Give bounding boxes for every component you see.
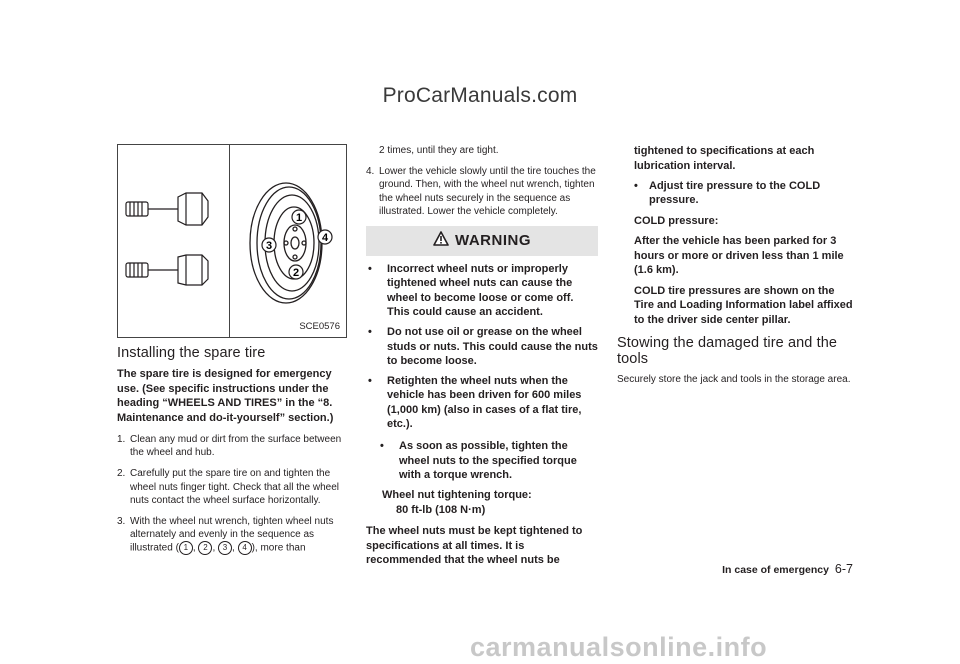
cold-pressure-heading: COLD pressure:: [634, 214, 719, 227]
step-text: Carefully put the spare tire on and tighten the wheel nuts finger tight. Check that all the wheel nuts contact the wheel surface horizontally.: [130, 468, 340, 506]
torque-bullet-text: As soon as possible, tighten the wheel nuts to the specified torque with a torque wrench.: [399, 440, 577, 481]
stowing-text: Securely store the jack and tools in the storage area.: [617, 374, 851, 386]
warning-bullet-text: Incorrect wheel nuts or improperly tightened wheel nuts can cause the wheel to become loose or come off. This could cause an accident.: [387, 263, 574, 318]
cold-label-text: COLD tire pressures are shown on the Tire and Loading Information label affixed to the driver side center pillar.: [634, 284, 853, 326]
wheel-bolt-graphic-upper: [126, 193, 208, 225]
inline-callout-2: 2: [198, 541, 212, 555]
page-number: 6-7: [834, 562, 853, 576]
warning-bullet-text: Do not use oil or grease on the wheel studs or nuts. This could cause the nuts to become loose.: [387, 326, 598, 367]
warning-body: [366, 256, 598, 431]
intro-paragraph: The spare tire is designed for emergency use. (See specific instructions under the heading “WHEELS AND TIRES” in the “8. Maintenance and do-it-yourself” section.): [117, 368, 334, 424]
wheel-nut-figure: [117, 144, 347, 338]
bullet-marker: •: [368, 326, 372, 339]
warning-bullet: [366, 374, 598, 431]
step-number: 2.: [117, 468, 126, 480]
step-number: 4.: [366, 166, 375, 178]
callout-3: 3: [265, 240, 273, 252]
tire-graphic: [250, 183, 322, 303]
warning-header: [366, 226, 598, 256]
step-4: [366, 165, 598, 218]
warning-triangle-icon: [433, 231, 449, 246]
continuation-text: tightened to specifications at each lubrication interval.: [634, 145, 815, 172]
inline-callout-3: 3: [218, 541, 232, 555]
step-text: Lower the vehicle slowly until the tire touches the ground. Then, with the wheel nut wrench, tighten the wheel nuts securely in the sequence as illustrated. Lower the vehicle completely.: [379, 166, 596, 217]
warning-bullet: [366, 262, 598, 319]
pressure-bullet-text: Adjust tire pressure to the COLD pressure.: [649, 180, 821, 207]
column-middle: [366, 144, 598, 568]
figure-caption: SCE0576: [299, 321, 340, 332]
torque-value: 80 ft-lb (108 N·m): [396, 503, 486, 516]
separator: ,: [192, 543, 196, 555]
bullet-marker: •: [380, 440, 384, 453]
separator: ,: [212, 543, 216, 555]
step-1: [117, 433, 347, 459]
watermark-top: ProCarManuals.com: [382, 84, 578, 107]
pressure-bullet: [619, 179, 853, 208]
watermark-bottom: carmanualsonline.info: [470, 632, 768, 662]
inline-callout-1: 1: [179, 541, 193, 555]
separator: ,: [232, 543, 235, 555]
wheel-bolt-graphic-lower: [126, 255, 208, 285]
torque-bullet: [378, 439, 598, 482]
wheel-nut-illustration: [118, 145, 348, 337]
page-footer: [717, 560, 853, 578]
step-number: 3.: [117, 516, 126, 528]
step-3-continuation: 2 times, until they are tight.: [379, 145, 499, 156]
inline-callout-4: 4: [238, 541, 252, 555]
column-right: [617, 144, 853, 386]
warning-box: [366, 226, 598, 431]
footer-section-title: In case of emergency: [722, 564, 829, 576]
torque-label: Wheel nut tightening torque:: [382, 489, 532, 502]
warning-title: WARNING: [455, 232, 531, 250]
figure-divider: [229, 145, 230, 337]
cold-pressure-text: After the vehicle has been parked for 3 hours or more or driven less than 1 mile (1.6 km).: [634, 235, 844, 277]
callout-1: 1: [295, 212, 303, 224]
bullet-marker: •: [634, 180, 638, 192]
step-2: [117, 467, 347, 507]
step-number: 1.: [117, 434, 126, 445]
warning-bullet: [366, 325, 598, 368]
step-text-a: With the wheel nut wrench, tighten wheel nuts alternately and evenly in the sequence as illustrated (: [130, 516, 334, 555]
warning-bullet-text: Retighten the wheel nuts when the vehicle has been driven for 600 miles (1,000 km) (also in cases of a flat tire, etc.).: [387, 375, 582, 430]
kept-tightened-text: The wheel nuts must be kept tightened to specifications at all times. It is recommended that the wheel nuts be: [366, 525, 583, 567]
section-heading-stowing: Stowing the damaged tire and the tools: [617, 335, 838, 368]
callout-4: 4: [321, 232, 329, 244]
bullet-marker: •: [368, 375, 372, 388]
callout-2: 2: [292, 267, 300, 279]
bullet-marker: •: [368, 263, 372, 276]
section-heading-installing: Installing the spare tire: [117, 345, 266, 361]
step-text-b: ), more than: [251, 543, 306, 555]
step-3: [117, 515, 347, 555]
column-left: [117, 144, 347, 563]
step-text: Clean any mud or dirt from the surface between the wheel and hub.: [130, 434, 342, 459]
